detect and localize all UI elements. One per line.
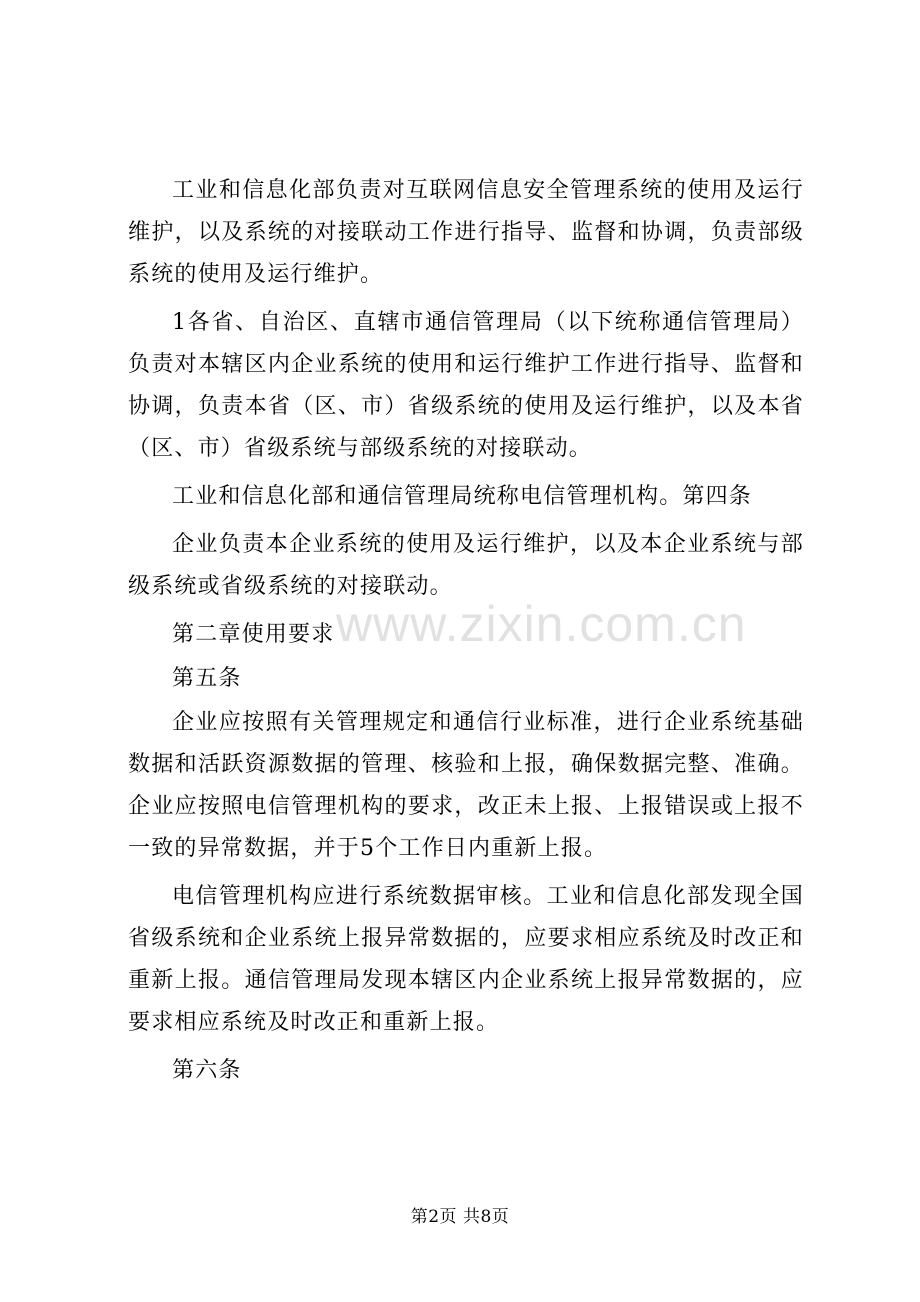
paragraph-6: 电信管理机构应进行系统数据审核。工业和信息化部发现全国省级系统和企业系统上报异常数据的，应要求相应系统及时改正和重新上报。通信管理局发现本辖区内企业系统上报异常数据的，应要求相应系统及时改正和重新上报。 — [128, 884, 804, 1035]
paragraph-2: 1各省、自治区、直辖市通信管理局（以下统称通信管理局）负责对本辖区内企业系统的使用和运行维护工作进行指导、监督和协调，负责本省（区、市）省级系统的使用及运行维护，以及本省（区、市）省级系统与部级系统的对接联动。 — [128, 310, 804, 461]
paragraph-5: 企业应按照有关管理规定和通信行业标准，进行企业系统基础数据和活跃资源数据的管理、核验和上报，确保数据完整、准确。企业应按照电信管理机构的要求，改正未上报、上报错误或上报不一致的异常数据，并于5个工作日内重新上报。 — [128, 710, 804, 861]
paragraph-3: 工业和信息化部和通信管理局统称电信管理机构。第四条 — [172, 484, 753, 509]
chapter-heading: 第二章使用要求 — [172, 622, 335, 647]
article-heading-5: 第五条 — [172, 666, 242, 691]
paragraph-1: 工业和信息化部负责对互联网信息安全管理系统的使用及运行维护，以及系统的对接联动工作进行指导、监督和协调，负责部级系统的使用及运行维护。 — [128, 178, 804, 287]
watermark: www.zixin.com.cn — [336, 596, 747, 652]
article-heading-6: 第六条 — [172, 1058, 242, 1083]
page-footer: 第2页 共8页 — [410, 1207, 510, 1227]
document-body — [128, 170, 804, 1094]
paragraph-4: 企业负责本企业系统的使用及运行维护，以及本企业系统与部级系统或省级系统的对接联动。 — [128, 532, 804, 599]
